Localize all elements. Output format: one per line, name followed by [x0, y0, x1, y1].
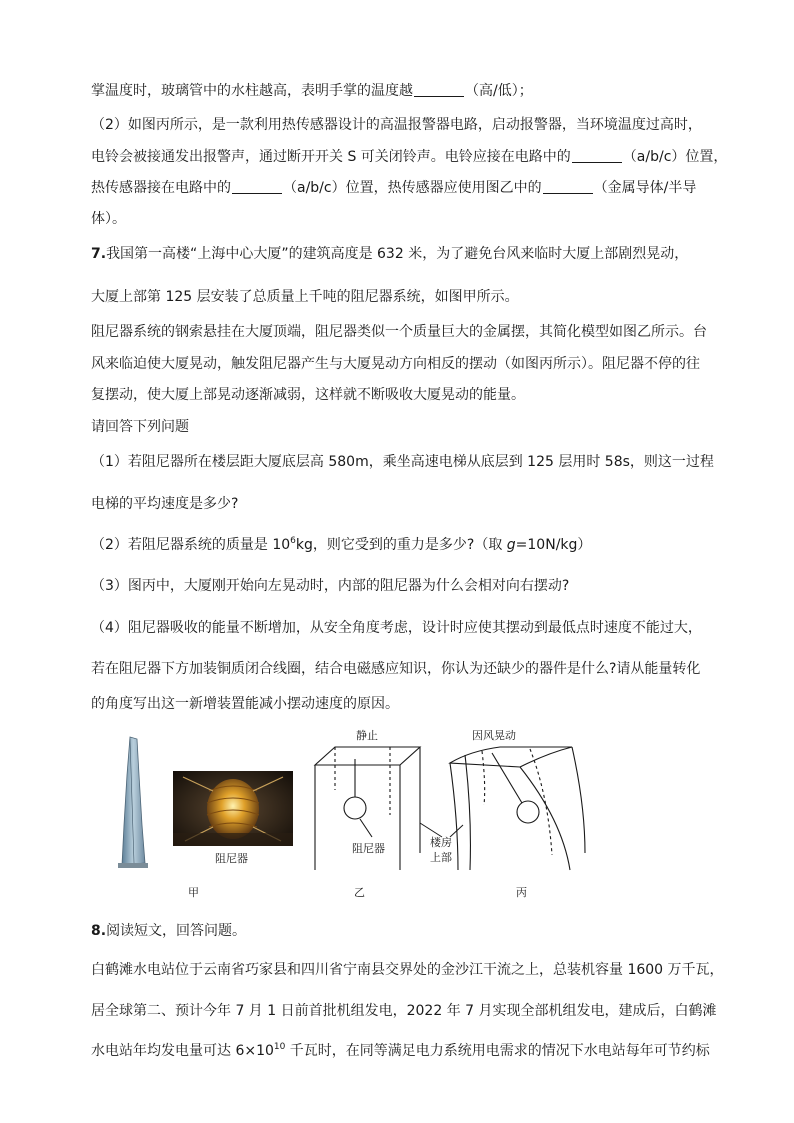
answer-blank[interactable] [414, 82, 464, 97]
text-segment: （a/b/c）位置，热传感器应使用图乙中的 [283, 180, 542, 196]
text-segment: =10N/kg） [515, 537, 592, 553]
text-line: （2）如图丙所示，是一款利用热传感器设计的高温报警器电路，启动报警器，当环境温度过高时， [91, 117, 702, 133]
text-line: 电梯的平均速度是多少? [91, 496, 239, 512]
question-7-line [91, 244, 688, 264]
question-number: 7. [91, 246, 107, 262]
text-line: （3）图丙中，大厦刚开始向左晃动时，内部的阻尼器为什么会相对向右摆动? [91, 578, 570, 594]
text-segment: 掌温度时，玻璃管中的水柱越高，表明手掌的温度越 [91, 83, 413, 99]
swaying-building-diagram [450, 747, 585, 870]
text-segment: 水电站年均发电量可达 6×10 [91, 1043, 274, 1059]
text-line: 大厦上部第 125 层安装了总质量上千吨的阻尼器系统，如图甲所示。 [91, 289, 519, 305]
superscript: 6 [290, 536, 296, 546]
text-segment: 阅读短文，回答问题。 [106, 923, 247, 939]
figure-label-bing: 丙 [516, 886, 527, 899]
text-line: 的角度写出这一新增装置能减小摆动速度的原因。 [91, 696, 399, 712]
damper-photo [173, 771, 293, 846]
answer-blank[interactable] [232, 179, 282, 194]
text-line [91, 535, 591, 555]
answer-blank[interactable] [572, 148, 622, 163]
question-8-line [91, 921, 246, 941]
text-segment: 千瓦时，在同等满足电力系统用电需求的情况下水电站每年可节约标 [285, 1043, 710, 1059]
text-line: （4）阻尼器吸收的能量不断增加，从安全角度考虑，设计时应使其摆动到最低点时速度不能过大， [91, 620, 702, 636]
text-segment: （金属导体/半导 [593, 180, 697, 196]
text-segment: kg，则它受到的重力是多少?（取 [295, 537, 507, 553]
floor-label-line2: 上部 [430, 851, 452, 864]
text-segment: 热传感器接在电路中的 [91, 180, 231, 196]
text-line [91, 178, 696, 198]
text-line: 居全球第二、预计今年 7 月 1 日前首批机组发电，2022 年 7 月实现全部机组发电，建成后，白鹤滩 [91, 1003, 717, 1019]
figure-label-yi: 乙 [354, 886, 365, 899]
text-segment: 我国第一高楼“上海中心大厦”的建筑高度是 632 米，为了避免台风来临时大厦上部剧烈晃动， [106, 246, 689, 262]
question-number: 8. [91, 923, 107, 939]
sway-title: 因风晃动 [472, 729, 516, 742]
text-line [91, 81, 533, 101]
answer-blank[interactable] [543, 179, 593, 194]
text-line: （1）若阻尼器所在楼层距大厦底层高 580m，乘坐高速电梯从底层到 125 层用时 58s，则这一过程 [91, 454, 714, 470]
text-segment: （高/低）； [465, 83, 533, 99]
text-line [91, 147, 727, 167]
text-segment: 电铃会被接通发出报警声，通过断开开关 S 可关闭铃声。电铃应接在电路中的 [91, 149, 571, 165]
floor-label-line1: 楼房 [430, 836, 452, 849]
figure-label-jia: 甲 [188, 886, 199, 899]
text-line [91, 1041, 710, 1061]
text-line: 体）。 [91, 211, 126, 227]
tower-illustration [112, 735, 152, 871]
text-segment: （2）若阻尼器系统的质量是 10 [91, 537, 291, 553]
text-line: 风来临迫使大厦晃动，触发阻尼器产生与大厦晃动方向相反的摆动（如图丙所示）。阻尼器不停的往 [91, 356, 700, 372]
text-segment: （a/b/c）位置， [622, 149, 728, 165]
superscript: 10 [273, 1042, 286, 1052]
static-title: 静止 [356, 729, 378, 742]
text-line: 白鹤滩水电站位于云南省巧家县和四川省宁南县交界处的金沙江干流之上，总装机容量 1600 万千瓦， [91, 962, 724, 978]
text-line: 复摆动，使大厦上部晃动逐渐减弱，这样就不断吸收大厦晃动的能量。 [91, 387, 525, 403]
text-line: 若在阻尼器下方加装铜质闭合线圈，结合电磁感应知识，你认为还缺少的器件是什么?请从能量转化 [91, 661, 701, 677]
text-segment: g [506, 537, 516, 553]
text-line: 阻尼器系统的钢索悬挂在大厦顶端，阻尼器类似一个质量巨大的金属摆，其简化模型如图乙所示。台 [91, 324, 707, 340]
damper-label: 阻尼器 [352, 842, 385, 855]
text-line: 请回答下列问题 [91, 419, 189, 435]
damper-photo-label: 阻尼器 [215, 852, 248, 865]
